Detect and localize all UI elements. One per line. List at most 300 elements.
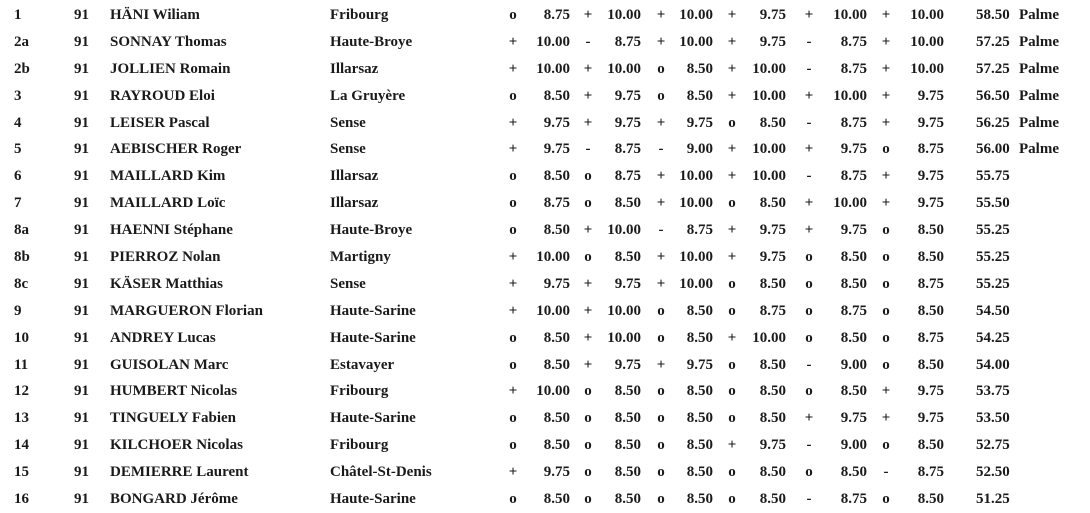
score-cell: 9.75 xyxy=(917,195,944,212)
score-cell: 8.50 xyxy=(543,437,570,454)
total-cell: 52.75 xyxy=(976,437,1010,454)
table-row xyxy=(0,136,1090,163)
club-cell: Haute-Broye xyxy=(330,33,413,50)
table-row xyxy=(0,271,1090,298)
mark-cell: + xyxy=(727,249,737,266)
table-row xyxy=(0,217,1090,244)
mark-cell: + xyxy=(656,7,666,23)
mark-cell: + xyxy=(508,33,518,50)
score-cell: 10.00 xyxy=(679,195,713,212)
total-cell: 55.75 xyxy=(976,168,1010,185)
mark-cell: o xyxy=(509,195,517,212)
mark-cell: o xyxy=(584,383,592,400)
score-cell: 8.50 xyxy=(614,410,641,427)
rank-cell: 8b xyxy=(14,249,30,266)
score-cell: 8.75 xyxy=(840,60,867,77)
rank-cell: 5 xyxy=(14,141,22,158)
year-cell: 91 xyxy=(74,168,89,185)
score-cell: 9.75 xyxy=(840,222,867,239)
year-cell: 91 xyxy=(74,33,89,50)
score-cell: 8.50 xyxy=(543,222,570,239)
mark-cell: o xyxy=(584,437,592,454)
name-cell: HAENNI Stéphane xyxy=(110,222,233,239)
rank-cell: 12 xyxy=(14,383,29,400)
score-cell: 10.00 xyxy=(833,195,867,212)
mark-cell: o xyxy=(584,464,592,481)
score-cell: 8.75 xyxy=(614,33,641,50)
table-row xyxy=(0,298,1090,325)
score-cell: 8.50 xyxy=(543,329,570,346)
club-cell: Illarsaz xyxy=(330,168,379,185)
score-cell: 8.50 xyxy=(614,491,641,508)
year-cell: 91 xyxy=(74,222,89,239)
score-cell: 8.50 xyxy=(917,302,944,319)
award-cell: Palme xyxy=(1019,87,1059,104)
mark-cell: + xyxy=(881,87,891,104)
rank-cell: 13 xyxy=(14,410,29,427)
mark-cell: o xyxy=(882,356,890,373)
mark-cell: o xyxy=(509,168,517,185)
score-cell: 9.75 xyxy=(614,114,641,131)
mark-cell: + xyxy=(804,7,814,23)
mark-cell: o xyxy=(509,7,517,23)
mark-cell: o xyxy=(882,491,890,508)
total-cell: 55.50 xyxy=(976,195,1010,212)
club-cell: Illarsaz xyxy=(330,195,379,212)
club-cell: Haute-Sarine xyxy=(330,410,416,427)
mark-cell: + xyxy=(727,87,737,104)
club-cell: Fribourg xyxy=(330,383,389,400)
mark-cell: o xyxy=(805,329,813,346)
year-cell: 91 xyxy=(74,141,89,158)
score-cell: 8.50 xyxy=(917,437,944,454)
score-cell: 10.00 xyxy=(607,60,641,77)
score-cell: 8.75 xyxy=(917,141,944,158)
mark-cell: + xyxy=(727,33,737,50)
club-cell: Sense xyxy=(330,275,366,292)
mark-cell: + xyxy=(881,383,891,400)
score-cell: 9.75 xyxy=(917,410,944,427)
name-cell: DEMIERRE Laurent xyxy=(110,464,249,481)
score-cell: 9.00 xyxy=(686,141,713,158)
mark-cell: o xyxy=(882,302,890,319)
score-cell: 9.75 xyxy=(759,222,786,239)
rank-cell: 9 xyxy=(14,302,22,319)
club-cell: Fribourg xyxy=(330,437,389,454)
mark-cell: + xyxy=(508,302,518,319)
score-cell: 8.50 xyxy=(759,383,786,400)
club-cell: Haute-Sarine xyxy=(330,329,416,346)
score-cell: 9.75 xyxy=(759,33,786,50)
mark-cell: o xyxy=(882,275,890,292)
table-row xyxy=(0,486,1090,513)
mark-cell: o xyxy=(882,141,890,158)
score-cell: 8.75 xyxy=(917,275,944,292)
table-row xyxy=(0,378,1090,405)
name-cell: KILCHOER Nicolas xyxy=(110,437,243,454)
year-cell: 91 xyxy=(74,114,89,131)
mark-cell: o xyxy=(509,329,517,346)
score-cell: 8.50 xyxy=(840,275,867,292)
score-cell: 9.75 xyxy=(840,410,867,427)
mark-cell: o xyxy=(657,491,665,508)
mark-cell: + xyxy=(656,33,666,50)
name-cell: SONNAY Thomas xyxy=(110,33,227,50)
total-cell: 56.25 xyxy=(976,114,1010,131)
mark-cell: o xyxy=(728,410,736,427)
total-cell: 53.50 xyxy=(976,410,1010,427)
year-cell: 91 xyxy=(74,329,89,346)
score-cell: 10.00 xyxy=(833,87,867,104)
award-cell: Palme xyxy=(1019,33,1059,50)
total-cell: 55.25 xyxy=(976,275,1010,292)
club-cell: Illarsaz xyxy=(330,60,379,77)
year-cell: 91 xyxy=(74,383,89,400)
mark-cell: o xyxy=(509,410,517,427)
score-cell: 8.50 xyxy=(917,491,944,508)
score-cell: 10.00 xyxy=(679,249,713,266)
mark-cell: + xyxy=(727,437,737,454)
table-row xyxy=(0,163,1090,190)
rank-cell: 2a xyxy=(14,33,29,50)
name-cell: MAILLARD Loïc xyxy=(110,195,226,212)
rank-cell: 11 xyxy=(14,356,29,373)
mark-cell: o xyxy=(805,275,813,292)
score-cell: 8.50 xyxy=(686,464,713,481)
mark-cell: + xyxy=(881,60,891,77)
score-cell: 10.00 xyxy=(536,383,570,400)
mark-cell: o xyxy=(728,383,736,400)
score-cell: 9.75 xyxy=(543,114,570,131)
mark-cell: o xyxy=(584,491,592,508)
score-cell: 10.00 xyxy=(752,60,786,77)
mark-cell: - xyxy=(585,33,591,50)
score-cell: 8.75 xyxy=(543,7,570,23)
rank-cell: 15 xyxy=(14,464,29,481)
mark-cell: + xyxy=(583,356,593,373)
mark-cell: + xyxy=(583,329,593,346)
name-cell: JOLLIEN Romain xyxy=(110,60,231,77)
mark-cell: - xyxy=(806,114,812,131)
score-cell: 8.50 xyxy=(917,356,944,373)
score-cell: 8.50 xyxy=(759,275,786,292)
score-cell: 8.50 xyxy=(686,60,713,77)
mark-cell: o xyxy=(657,329,665,346)
score-cell: 10.00 xyxy=(607,222,641,239)
year-cell: 91 xyxy=(74,275,89,292)
mark-cell: + xyxy=(727,141,737,158)
score-cell: 8.50 xyxy=(840,249,867,266)
mark-cell: o xyxy=(657,464,665,481)
score-cell: 10.00 xyxy=(536,60,570,77)
score-cell: 9.75 xyxy=(840,141,867,158)
results-table xyxy=(0,2,1090,513)
rank-cell: 3 xyxy=(14,87,22,104)
score-cell: 8.75 xyxy=(917,329,944,346)
mark-cell: o xyxy=(728,464,736,481)
table-row xyxy=(0,432,1090,459)
year-cell: 91 xyxy=(74,60,89,77)
mark-cell: + xyxy=(804,410,814,427)
score-cell: 8.75 xyxy=(759,302,786,319)
mark-cell: o xyxy=(882,222,890,239)
name-cell: BONGARD Jérôme xyxy=(110,491,238,508)
score-cell: 10.00 xyxy=(536,33,570,50)
mark-cell: o xyxy=(509,356,517,373)
club-cell: Estavayer xyxy=(330,356,395,373)
score-cell: 8.75 xyxy=(840,168,867,185)
score-cell: 9.75 xyxy=(543,275,570,292)
year-cell: 91 xyxy=(74,195,89,212)
score-cell: 9.75 xyxy=(686,114,713,131)
total-cell: 56.00 xyxy=(976,141,1010,158)
mark-cell: o xyxy=(509,437,517,454)
mark-cell: o xyxy=(657,60,665,77)
mark-cell: - xyxy=(806,33,812,50)
score-cell: 8.75 xyxy=(917,464,944,481)
score-cell: 9.75 xyxy=(614,275,641,292)
total-cell: 58.50 xyxy=(976,7,1010,23)
mark-cell: o xyxy=(509,87,517,104)
score-cell: 10.00 xyxy=(752,329,786,346)
score-cell: 8.50 xyxy=(686,383,713,400)
club-cell: Sense xyxy=(330,141,366,158)
score-cell: 8.50 xyxy=(840,383,867,400)
mark-cell: + xyxy=(656,114,666,131)
rank-cell: 10 xyxy=(14,329,29,346)
mark-cell: + xyxy=(508,60,518,77)
club-cell: Haute-Broye xyxy=(330,222,413,239)
mark-cell: + xyxy=(508,141,518,158)
score-cell: 10.00 xyxy=(607,329,641,346)
mark-cell: o xyxy=(728,114,736,131)
name-cell: HUMBERT Nicolas xyxy=(110,383,238,400)
mark-cell: + xyxy=(881,114,891,131)
mark-cell: + xyxy=(656,356,666,373)
mark-cell: + xyxy=(656,275,666,292)
rank-cell: 4 xyxy=(14,114,22,131)
club-cell: La Gruyère xyxy=(330,87,406,104)
rank-cell: 1 xyxy=(14,7,22,23)
name-cell: ANDREY Lucas xyxy=(110,329,216,346)
year-cell: 91 xyxy=(74,356,89,373)
year-cell: 91 xyxy=(74,491,89,508)
mark-cell: + xyxy=(656,249,666,266)
score-cell: 8.50 xyxy=(686,329,713,346)
club-cell: Fribourg xyxy=(330,7,389,23)
mark-cell: + xyxy=(656,195,666,212)
score-cell: 9.75 xyxy=(543,464,570,481)
mark-cell: + xyxy=(508,275,518,292)
score-cell: 8.50 xyxy=(614,195,641,212)
score-cell: 10.00 xyxy=(536,302,570,319)
table-row xyxy=(0,352,1090,379)
mark-cell: + xyxy=(881,33,891,50)
table-row xyxy=(0,83,1090,110)
name-cell: LEISER Pascal xyxy=(110,114,210,131)
year-cell: 91 xyxy=(74,437,89,454)
award-cell: Palme xyxy=(1019,141,1059,158)
mark-cell: o xyxy=(805,302,813,319)
score-cell: 9.75 xyxy=(917,114,944,131)
score-cell: 8.50 xyxy=(543,491,570,508)
score-cell: 8.75 xyxy=(840,33,867,50)
mark-cell: o xyxy=(728,491,736,508)
score-cell: 10.00 xyxy=(607,7,641,23)
mark-cell: + xyxy=(508,249,518,266)
name-cell: AEBISCHER Roger xyxy=(110,141,242,158)
mark-cell: + xyxy=(804,195,814,212)
mark-cell: - xyxy=(806,491,812,508)
score-cell: 9.75 xyxy=(917,87,944,104)
mark-cell: o xyxy=(882,329,890,346)
table-row xyxy=(0,325,1090,352)
score-cell: 10.00 xyxy=(910,7,944,23)
mark-cell: + xyxy=(727,222,737,239)
name-cell: KÄSER Matthias xyxy=(110,275,223,292)
mark-cell: o xyxy=(728,275,736,292)
mark-cell: o xyxy=(728,356,736,373)
club-cell: Haute-Sarine xyxy=(330,491,416,508)
mark-cell: o xyxy=(728,195,736,212)
total-cell: 56.50 xyxy=(976,87,1010,104)
score-cell: 10.00 xyxy=(679,33,713,50)
rank-cell: 6 xyxy=(14,168,22,185)
mark-cell: o xyxy=(584,195,592,212)
mark-cell: + xyxy=(508,464,518,481)
score-cell: 9.75 xyxy=(917,168,944,185)
score-cell: 8.75 xyxy=(840,114,867,131)
mark-cell: - xyxy=(806,437,812,454)
mark-cell: o xyxy=(584,168,592,185)
score-cell: 8.50 xyxy=(543,87,570,104)
score-cell: 8.75 xyxy=(614,141,641,158)
rank-cell: 8c xyxy=(14,275,29,292)
table-row xyxy=(0,190,1090,217)
total-cell: 52.50 xyxy=(976,464,1010,481)
table-row xyxy=(0,56,1090,83)
score-cell: 8.75 xyxy=(840,491,867,508)
rank-cell: 7 xyxy=(14,195,22,212)
score-cell: 9.75 xyxy=(686,356,713,373)
mark-cell: o xyxy=(728,302,736,319)
mark-cell: + xyxy=(583,7,593,23)
score-cell: 9.75 xyxy=(759,437,786,454)
total-cell: 57.25 xyxy=(976,33,1010,50)
score-cell: 8.50 xyxy=(759,114,786,131)
club-cell: Haute-Sarine xyxy=(330,302,416,319)
total-cell: 51.25 xyxy=(976,491,1010,508)
mark-cell: + xyxy=(583,114,593,131)
score-cell: 8.75 xyxy=(840,302,867,319)
score-cell: 10.00 xyxy=(536,249,570,266)
score-cell: 9.75 xyxy=(759,7,786,23)
mark-cell: + xyxy=(656,168,666,185)
club-cell: Martigny xyxy=(330,249,391,266)
table-row xyxy=(0,110,1090,137)
score-cell: 8.50 xyxy=(686,87,713,104)
year-cell: 91 xyxy=(74,249,89,266)
mark-cell: o xyxy=(657,437,665,454)
name-cell: RAYROUD Eloi xyxy=(110,87,215,104)
name-cell: HÄNI Wiliam xyxy=(110,7,200,23)
mark-cell: + xyxy=(881,7,891,23)
score-cell: 10.00 xyxy=(910,33,944,50)
score-cell: 8.50 xyxy=(543,168,570,185)
mark-cell: - xyxy=(806,356,812,373)
score-cell: 8.50 xyxy=(840,464,867,481)
total-cell: 55.25 xyxy=(976,222,1010,239)
award-cell: Palme xyxy=(1019,114,1059,131)
rank-cell: 2b xyxy=(14,60,30,77)
score-cell: 9.75 xyxy=(614,87,641,104)
mark-cell: + xyxy=(881,195,891,212)
mark-cell: + xyxy=(804,87,814,104)
total-cell: 54.50 xyxy=(976,302,1010,319)
mark-cell: o xyxy=(584,249,592,266)
mark-cell: o xyxy=(805,464,813,481)
score-cell: 8.50 xyxy=(543,356,570,373)
mark-cell: o xyxy=(509,222,517,239)
score-cell: 8.50 xyxy=(917,249,944,266)
mark-cell: + xyxy=(727,168,737,185)
mark-cell: - xyxy=(658,222,664,239)
score-cell: 8.50 xyxy=(614,437,641,454)
total-cell: 55.25 xyxy=(976,249,1010,266)
table-row xyxy=(0,459,1090,486)
mark-cell: + xyxy=(508,114,518,131)
mark-cell: o xyxy=(509,491,517,508)
mark-cell: o xyxy=(657,302,665,319)
total-cell: 54.00 xyxy=(976,356,1010,373)
mark-cell: - xyxy=(658,141,664,158)
mark-cell: + xyxy=(881,168,891,185)
mark-cell: - xyxy=(883,464,889,481)
mark-cell: - xyxy=(585,141,591,158)
score-cell: 8.75 xyxy=(614,168,641,185)
score-cell: 8.50 xyxy=(543,410,570,427)
club-cell: Châtel-St-Denis xyxy=(330,464,432,481)
award-cell: Palme xyxy=(1019,7,1059,23)
mark-cell: o xyxy=(805,383,813,400)
mark-cell: + xyxy=(727,60,737,77)
year-cell: 91 xyxy=(74,302,89,319)
year-cell: 91 xyxy=(74,410,89,427)
score-cell: 8.50 xyxy=(759,195,786,212)
mark-cell: + xyxy=(881,410,891,427)
score-cell: 8.50 xyxy=(686,491,713,508)
name-cell: MAILLARD Kim xyxy=(110,168,226,185)
mark-cell: + xyxy=(727,329,737,346)
mark-cell: + xyxy=(508,383,518,400)
mark-cell: o xyxy=(584,410,592,427)
rank-cell: 8a xyxy=(14,222,29,239)
total-cell: 53.75 xyxy=(976,383,1010,400)
score-cell: 10.00 xyxy=(679,275,713,292)
score-cell: 10.00 xyxy=(752,141,786,158)
rank-cell: 14 xyxy=(14,437,29,454)
total-cell: 54.25 xyxy=(976,329,1010,346)
score-cell: 8.50 xyxy=(614,383,641,400)
score-cell: 8.50 xyxy=(686,302,713,319)
rank-cell: 16 xyxy=(14,491,29,508)
mark-cell: + xyxy=(583,302,593,319)
table-row xyxy=(0,2,1090,29)
mark-cell: + xyxy=(583,275,593,292)
score-cell: 10.00 xyxy=(833,7,867,23)
mark-cell: o xyxy=(805,249,813,266)
mark-cell: o xyxy=(657,87,665,104)
